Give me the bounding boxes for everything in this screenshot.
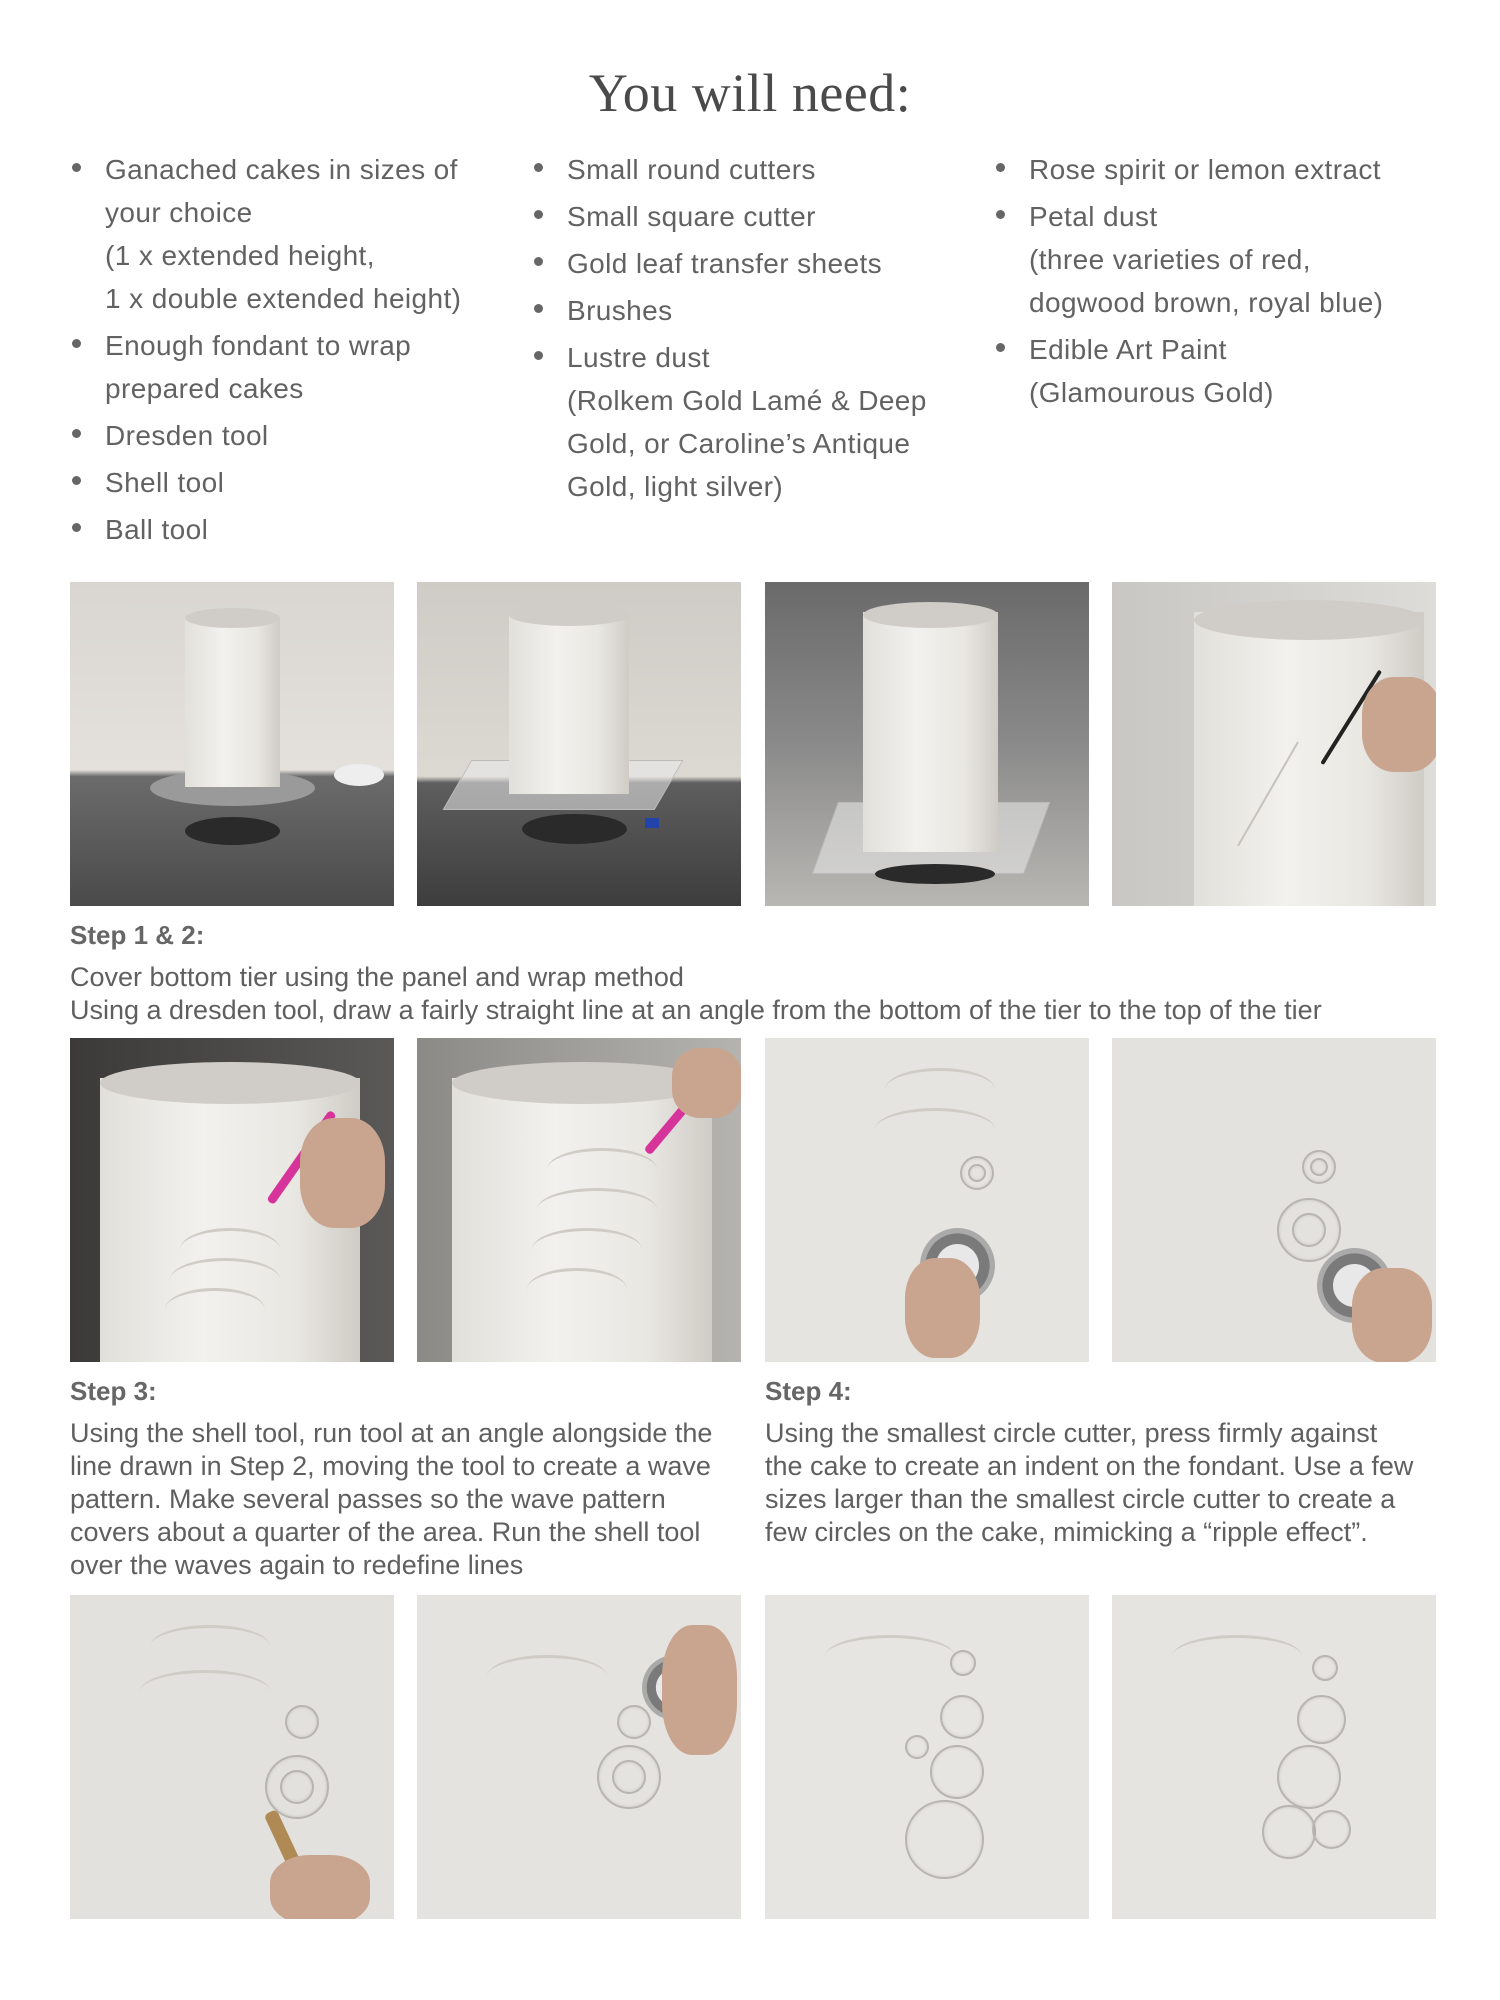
supply-item: Brushes xyxy=(532,289,962,332)
bullet-icon xyxy=(534,163,543,172)
photo-dresden-line xyxy=(1112,582,1436,906)
photo-ball-tool xyxy=(70,1595,394,1919)
bullet-icon xyxy=(72,476,81,485)
photo-ripple-finished xyxy=(1112,1595,1436,1919)
supply-item: Edible Art Paint (Glamourous Gold) xyxy=(994,328,1434,414)
step12-text: Cover bottom tier using the panel and wrap method Using a dresden tool, draw a fairly straight line at an angle from the bottom of the tier to the top of the tier xyxy=(70,962,1322,1025)
photo-cake-on-board xyxy=(765,582,1089,906)
photo-cutter-ripple xyxy=(417,1595,741,1919)
bullet-icon xyxy=(996,163,1005,172)
photo-circle-cutter-small xyxy=(765,1038,1089,1362)
supplies-column-3 xyxy=(994,148,1434,414)
hand-icon xyxy=(672,1048,741,1118)
supply-item: Enough fondant to wrap prepared cakes xyxy=(70,324,490,410)
hand-icon xyxy=(270,1855,370,1919)
step4-heading: Step 4: xyxy=(765,1376,852,1406)
supply-item: Small round cutters xyxy=(532,148,962,191)
bullet-icon xyxy=(534,210,543,219)
photo-cake-on-turntable xyxy=(70,582,394,906)
hand-icon xyxy=(905,1258,980,1358)
step4-text: Using the smallest circle cutter, press firmly against the cake to create an indent on the fondant. Use a few sizes larger than the smallest circle cutter to create a few circles on the cake, mimicking a “ripple effect”. xyxy=(765,1418,1414,1547)
supply-item: Gold leaf transfer sheets xyxy=(532,242,962,285)
photo-shell-tool-passes xyxy=(417,1038,741,1362)
supply-item: Dresden tool xyxy=(70,414,490,457)
supply-item: Small square cutter xyxy=(532,195,962,238)
supply-item: Ball tool xyxy=(70,508,490,551)
supply-item: Shell tool xyxy=(70,461,490,504)
hand-icon xyxy=(662,1625,737,1755)
bullet-icon xyxy=(72,163,81,172)
bullet-icon xyxy=(534,257,543,266)
supply-item: Rose spirit or lemon extract xyxy=(994,148,1434,191)
bullet-icon xyxy=(534,304,543,313)
bullet-icon xyxy=(72,339,81,348)
step12-heading: Step 1 & 2: xyxy=(70,920,205,950)
supplies-column-2 xyxy=(532,148,962,508)
supply-item: Ganached cakes in sizes of your choice (1 x extended height, 1 x double extended height) xyxy=(70,148,490,320)
step3-heading: Step 3: xyxy=(70,1376,157,1406)
photo-cake-covered xyxy=(417,582,741,906)
bullet-icon xyxy=(534,351,543,360)
hand-icon xyxy=(300,1118,385,1228)
photo-circle-cutter-larger xyxy=(1112,1038,1436,1362)
supply-item: Lustre dust (Rolkem Gold Lamé & Deep Gold, or Caroline’s Antique Gold, light silver) xyxy=(532,336,962,508)
page-title: You will need: xyxy=(588,63,912,123)
step3-text: Using the shell tool, run tool at an angle alongside the line drawn in Step 2, moving the tool to create a wave pattern. Make several passes so the wave pattern covers about a quarter of the area. Run the shell tool over the waves again to redefine lines xyxy=(70,1418,713,1580)
supply-item: Petal dust (three varieties of red, dogwood brown, royal blue) xyxy=(994,195,1434,324)
photo-ripple-pattern xyxy=(765,1595,1089,1919)
bullet-icon xyxy=(72,523,81,532)
hand-icon xyxy=(1362,677,1436,772)
photo-shell-tool-waves xyxy=(70,1038,394,1362)
supplies-column-1 xyxy=(70,148,490,551)
bullet-icon xyxy=(996,210,1005,219)
bullet-icon xyxy=(72,429,81,438)
hand-icon xyxy=(1352,1268,1432,1362)
bullet-icon xyxy=(996,343,1005,352)
